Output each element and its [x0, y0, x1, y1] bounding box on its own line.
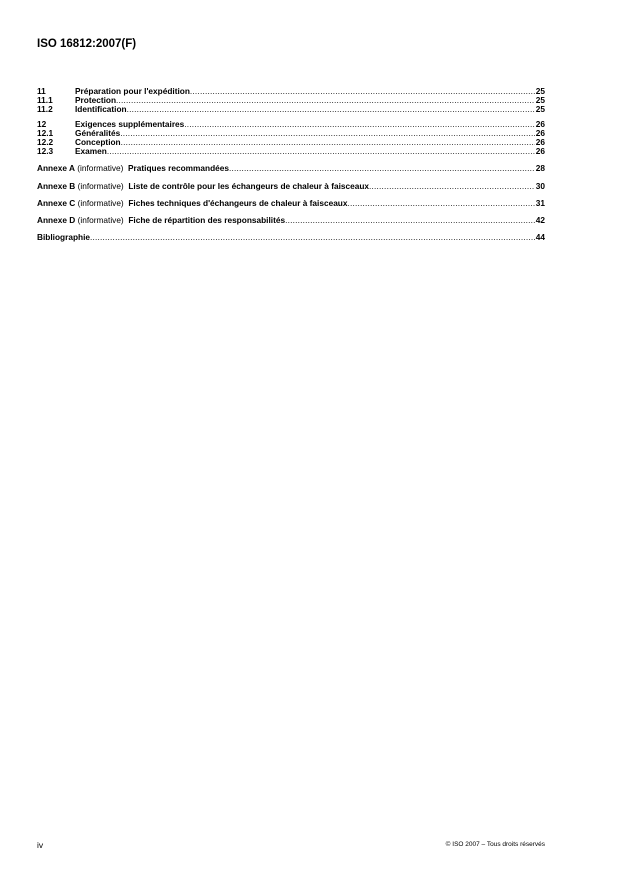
toc-number: 11.2 [37, 104, 53, 115]
leader-dots [184, 120, 534, 129]
annex-label: Annexe D [37, 215, 76, 226]
toc-entry-annex-c[interactable] [37, 199, 545, 208]
toc-number: 12.3 [37, 146, 54, 157]
toc-entry-12-3[interactable] [37, 147, 545, 156]
toc-title: Examen [75, 146, 107, 157]
leader-dots [190, 87, 535, 96]
toc-page: 26 [535, 137, 545, 148]
toc-entry-bibliography[interactable] [37, 233, 545, 242]
leader-dots [348, 199, 535, 208]
toc-number: 11.1 [37, 95, 53, 106]
toc-number: 12.2 [37, 137, 54, 148]
toc-page: 42 [535, 215, 545, 226]
toc-title: Pratiques recommandées [128, 163, 230, 174]
toc-title: Bibliographie [37, 232, 91, 243]
table-of-contents [37, 87, 545, 242]
leader-dots [116, 96, 535, 105]
annex-label: Annexe C [37, 197, 76, 208]
toc-page: 25 [535, 95, 545, 106]
leader-dots [90, 233, 535, 242]
toc-page: 25 [535, 86, 545, 96]
toc-number: 12.1 [37, 127, 54, 138]
toc-entry-annex-d[interactable] [37, 216, 545, 225]
toc-page: 26 [535, 146, 545, 157]
document-id: ISO 16812:2007(F) [37, 38, 137, 50]
toc-page: 26 [535, 118, 545, 129]
annex-kind: (informative) [77, 215, 124, 226]
toc-number: 11 [37, 86, 46, 96]
toc-number: 12 [37, 118, 47, 129]
toc-entry-annex-a[interactable] [37, 164, 545, 173]
toc-page: 28 [535, 163, 545, 174]
toc-title: Protection [75, 95, 117, 106]
toc-title: Fiche de répartition des responsabilités [128, 215, 286, 226]
leader-dots [127, 105, 535, 114]
toc-title: Identification [75, 104, 127, 115]
toc-title: Liste de contrôle pour les échangeurs de chaleur à faisceaux [128, 180, 370, 191]
leader-dots [120, 129, 535, 138]
toc-title: Préparation pour l'expédition [75, 86, 190, 96]
toc-page: 31 [535, 197, 545, 208]
leader-dots [285, 216, 535, 225]
toc-page: 26 [535, 127, 545, 138]
leader-dots [121, 138, 535, 147]
toc-page: 44 [535, 232, 545, 243]
annex-label: Annexe B [37, 180, 76, 191]
leader-dots [107, 147, 535, 156]
leader-dots [369, 182, 535, 191]
toc-title: Fiches techniques d'échangeurs de chaleur à faisceaux [128, 197, 348, 208]
copyright-notice: © ISO 2007 – Tous droits réservés [445, 841, 545, 848]
toc-entry-11-2[interactable] [37, 105, 545, 114]
annex-kind: (informative) [77, 197, 124, 208]
toc-page: 30 [535, 180, 545, 191]
annex-kind: (informative) [77, 180, 124, 191]
toc-title: Généralités [75, 127, 121, 138]
toc-entry-annex-b[interactable] [37, 182, 545, 191]
toc-entry-12-2[interactable] [37, 138, 545, 147]
toc-title: Exigences supplémentaires [75, 118, 185, 129]
annex-label: Annexe A [37, 163, 75, 174]
page-number: iv [37, 840, 44, 850]
annex-kind: (informative) [77, 163, 124, 174]
toc-title: Conception [75, 137, 121, 148]
toc-page: 25 [535, 104, 545, 115]
leader-dots [229, 164, 535, 173]
